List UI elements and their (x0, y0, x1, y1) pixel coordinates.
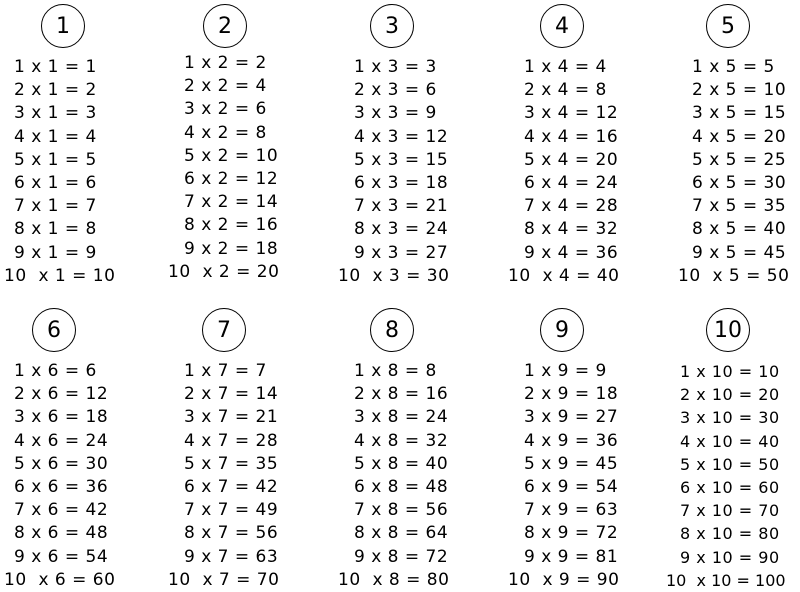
table-row: 10 x 1 = 10 (4, 265, 116, 286)
table-row: 6 x 10 = 60 (680, 477, 780, 497)
table-row: 9 x 8 = 72 (354, 546, 449, 567)
table-row: 4 x 2 = 8 (184, 122, 267, 143)
table-row: 1 x 5 = 5 (692, 57, 775, 77)
table-row: 7 x 4 = 28 (524, 196, 619, 217)
table-row: 1 x 1 = 1 (14, 57, 97, 77)
table-rows (4, 360, 170, 592)
table-row: 7 x 2 = 14 (184, 192, 279, 213)
table-row: 7 x 10 = 70 (680, 501, 780, 521)
table-row: 4 x 5 = 20 (692, 126, 787, 147)
table-number-badge: 10 (706, 308, 750, 352)
table-row: 6 x 4 = 24 (524, 172, 619, 193)
table-row: 2 x 2 = 4 (184, 76, 267, 97)
table-row: 7 x 9 = 63 (524, 500, 619, 521)
table-row: 4 x 6 = 24 (14, 430, 109, 451)
table-row: 10 x 4 = 40 (508, 265, 620, 286)
table-row: 5 x 6 = 30 (14, 453, 109, 474)
table-row: 3 x 7 = 21 (184, 407, 279, 428)
table-row: 10 x 8 = 80 (338, 569, 450, 590)
table-number-badge: 1 (41, 4, 85, 48)
table-number-badge: 7 (202, 308, 246, 352)
table-row: 2 x 9 = 18 (524, 384, 619, 405)
table-row: 1 x 7 = 7 (184, 361, 267, 381)
table-row: 10 x 7 = 70 (168, 569, 280, 590)
table-row: 8 x 6 = 48 (14, 523, 109, 544)
table-row: 4 x 7 = 28 (184, 430, 279, 451)
table-row: 10 x 6 = 60 (4, 569, 116, 590)
table-row: 3 x 4 = 12 (524, 103, 619, 124)
table-row: 8 x 3 = 24 (354, 219, 449, 240)
table-row: 1 x 8 = 8 (354, 361, 437, 381)
table-row: 9 x 2 = 18 (184, 238, 279, 259)
table-row: 4 x 3 = 12 (354, 126, 449, 147)
table-number-badge: 5 (706, 4, 750, 48)
table-row: 6 x 7 = 42 (184, 476, 279, 497)
table-row: 2 x 4 = 8 (524, 80, 607, 101)
table-row: 2 x 1 = 2 (14, 80, 97, 101)
table-row: 8 x 1 = 8 (14, 219, 97, 240)
table-row: 1 x 6 = 6 (14, 361, 97, 381)
table-row: 7 x 1 = 7 (14, 196, 97, 217)
table-row: 5 x 10 = 50 (680, 454, 780, 474)
table-rows (338, 56, 510, 288)
table-row: 10 x 9 = 90 (508, 569, 620, 590)
table-row: 5 x 8 = 40 (354, 453, 449, 474)
table-rows (678, 56, 800, 288)
table-row: 4 x 8 = 32 (354, 430, 449, 451)
table-row: 5 x 3 = 15 (354, 149, 449, 170)
table-row: 4 x 9 = 36 (524, 430, 619, 451)
table-row: 7 x 5 = 35 (692, 196, 787, 217)
table-row: 9 x 9 = 81 (524, 546, 619, 567)
table-row: 6 x 8 = 48 (354, 476, 449, 497)
table-row: 5 x 7 = 35 (184, 453, 279, 474)
table-row: 9 x 5 = 45 (692, 242, 787, 263)
table-row: 4 x 1 = 4 (14, 126, 97, 147)
table-rows (508, 360, 680, 592)
table-row: 10 x 3 = 30 (338, 265, 450, 286)
table-row: 9 x 6 = 54 (14, 546, 109, 567)
table-row: 7 x 7 = 49 (184, 500, 279, 521)
table-row: 6 x 2 = 12 (184, 168, 279, 189)
table-row: 3 x 10 = 30 (680, 408, 780, 428)
table-row: 7 x 6 = 42 (14, 500, 109, 521)
table-row: 8 x 5 = 40 (692, 219, 787, 240)
table-row: 2 x 7 = 14 (184, 384, 279, 405)
table-row: 6 x 6 = 36 (14, 476, 109, 497)
table-number-badge: 9 (540, 308, 584, 352)
table-rows (338, 360, 510, 592)
table-row: 7 x 8 = 56 (354, 500, 449, 521)
table-row: 8 x 2 = 16 (184, 215, 279, 236)
table-row: 2 x 10 = 20 (680, 385, 780, 405)
table-row: 9 x 10 = 90 (680, 547, 780, 567)
table-row: 5 x 5 = 25 (692, 149, 787, 170)
table-rows (168, 52, 340, 284)
table-rows (4, 56, 170, 288)
table-row: 9 x 1 = 9 (14, 242, 97, 263)
table-row: 2 x 5 = 10 (692, 80, 787, 101)
table-row: 4 x 10 = 40 (680, 431, 780, 451)
table-row: 2 x 6 = 12 (14, 384, 109, 405)
table-row: 4 x 4 = 16 (524, 126, 619, 147)
table-row: 6 x 9 = 54 (524, 476, 619, 497)
table-row: 3 x 3 = 9 (354, 103, 437, 124)
table-row: 3 x 1 = 3 (14, 103, 97, 124)
table-number-badge: 6 (32, 308, 76, 352)
table-row: 5 x 2 = 10 (184, 145, 279, 166)
table-number-badge: 4 (540, 4, 584, 48)
table-row: 3 x 5 = 15 (692, 103, 787, 124)
table-row: 3 x 8 = 24 (354, 407, 449, 428)
table-row: 5 x 9 = 45 (524, 453, 619, 474)
table-row: 10 x 5 = 50 (678, 265, 790, 286)
table-row: 8 x 4 = 32 (524, 219, 619, 240)
table-row: 1 x 4 = 4 (524, 57, 607, 77)
table-row: 2 x 3 = 6 (354, 80, 437, 101)
table-row: 7 x 3 = 21 (354, 196, 449, 217)
table-row: 8 x 8 = 64 (354, 523, 449, 544)
table-row: 5 x 1 = 5 (14, 149, 97, 170)
table-row: 6 x 1 = 6 (14, 172, 97, 193)
table-row: 6 x 3 = 18 (354, 172, 449, 193)
table-row: 9 x 7 = 63 (184, 546, 279, 567)
table-row: 1 x 3 = 3 (354, 57, 437, 77)
table-row: 3 x 9 = 27 (524, 407, 619, 428)
table-row: 10 x 10 = 100 (666, 570, 786, 590)
table-row: 5 x 4 = 20 (524, 149, 619, 170)
table-row: 1 x 10 = 10 (680, 362, 780, 381)
table-row: 6 x 5 = 30 (692, 172, 787, 193)
table-rows (666, 360, 800, 592)
table-row: 8 x 10 = 80 (680, 524, 780, 544)
table-number-badge: 8 (370, 308, 414, 352)
table-rows (508, 56, 680, 288)
table-row: 8 x 9 = 72 (524, 523, 619, 544)
table-row: 9 x 3 = 27 (354, 242, 449, 263)
table-rows (168, 360, 340, 592)
table-row: 8 x 7 = 56 (184, 523, 279, 544)
table-number-badge: 2 (203, 4, 247, 48)
table-row: 9 x 4 = 36 (524, 242, 619, 263)
table-row: 3 x 6 = 18 (14, 407, 109, 428)
table-row: 2 x 8 = 16 (354, 384, 449, 405)
table-row: 1 x 2 = 2 (184, 53, 267, 73)
table-row: 1 x 9 = 9 (524, 361, 607, 381)
table-row: 3 x 2 = 6 (184, 99, 267, 120)
table-row: 10 x 2 = 20 (168, 261, 280, 282)
table-number-badge: 3 (370, 4, 414, 48)
